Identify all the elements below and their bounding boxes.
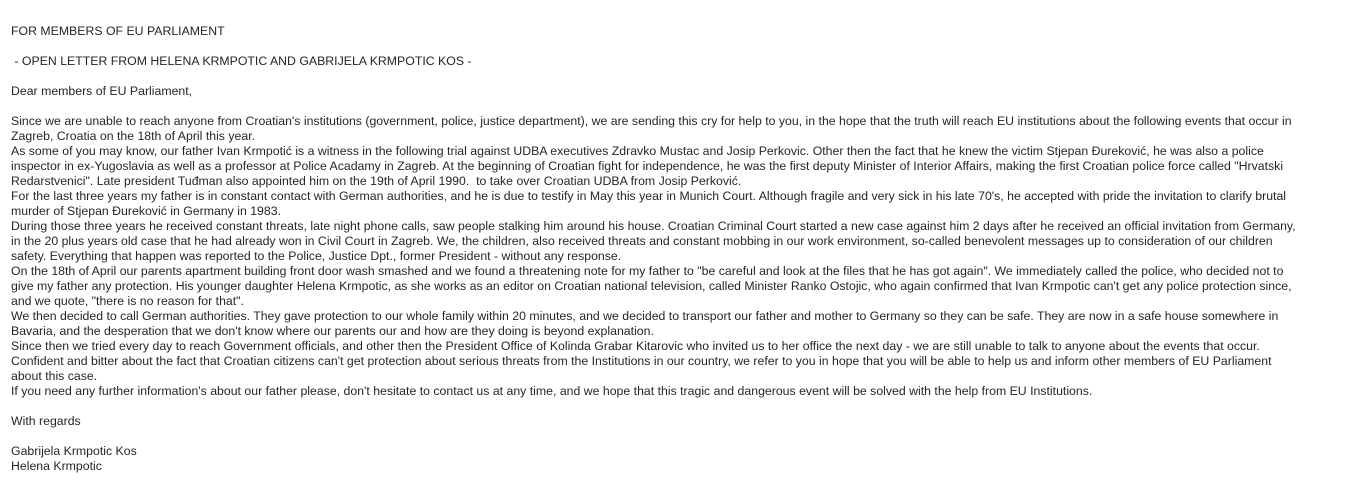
letter-closing: With regards	[11, 414, 81, 428]
body-line: give my father any protection. His younger daughter Helena Krmpotic, as she works as an editor on Croatian national television, called Minister Ranko Ostojic, who again confirmed that Ivan Krmpotic can't get any police protection since,	[11, 279, 1292, 293]
spacer	[11, 99, 1363, 114]
body-line: inspector in ex-Yugoslavia as well as a professor at Police Acadamy in Zagreb. At the beginning of Croatian fight for independence, he was the first deputy Minister of Interior Affairs, making the first Croatian police force called "Hrvatski	[11, 159, 1284, 173]
body-line: As some of you may know, our father Ivan Krmpotić is a witness in the following trial against UDBA executives Zdravko Mustac and Josip Perkovic. Other then the fact that he knew the victim Stjepan Đureković, he was also a police	[11, 144, 1264, 158]
signature-name: Helena Krmpotic	[11, 459, 102, 473]
signature-name: Gabrijela Krmpotic Kos	[11, 444, 137, 458]
body-line: Redarstvenici". Late president Tuđman also appointed him on the 19th of April 1990. to take over Croatian UDBA from Josip Perković.	[11, 174, 742, 188]
body-line: Zagreb, Croatia on the 18th of April this year.	[11, 129, 256, 143]
body-line: We then decided to call German authorities. They gave protection to our whole family within 20 minutes, and we decided to transport our father and mother to Germany so they can be safe. They are now in a safe house somewhere in	[11, 309, 1279, 323]
body-line: If you need any further information's about our father please, don't hesitate to contact us at any time, and we hope that this tragic and dangerous event will be solved with the help from EU Institutions.	[11, 384, 1093, 398]
letter-body	[11, 114, 1363, 399]
body-line: murder of Stjepan Đureković in Germany in 1983.	[11, 204, 281, 218]
open-letter	[11, 24, 1363, 474]
letter-subheading: - OPEN LETTER FROM HELENA KRMPOTIC AND GABRIJELA KRMPOTIC KOS -	[11, 54, 472, 68]
body-line: During those three years he received constant threats, late night phone calls, saw people stalking him around his house. Croatian Criminal Court started a new case against him 2 days after he received an official invitation from Germany,	[11, 219, 1296, 233]
body-line: in the 20 plus years old case that he had already won in Civil Court in Zagreb. We, the children, also received threats and constant mobbing in our work environment, so-called benevolent messages up to consideration of our children	[11, 234, 1273, 248]
body-line: about this case.	[11, 369, 98, 383]
body-line: Bavaria, and the desperation that we don't know where our parents our and how are they doing is beyond explanation.	[11, 324, 654, 338]
body-line: safety. Everything that happen was reported to the Police, Justice Dpt., former President - without any response.	[11, 249, 622, 263]
body-line: Since then we tried every day to reach Government officials, and other then the President Office of Kolinda Grabar Kitarovic who invited us to her office the next day - we are still unable to talk to anyone about the events that occur.	[11, 339, 1260, 353]
spacer	[11, 399, 1363, 414]
body-line: For the last three years my father is in constant contact with German authorities, and he is due to testify in May this year in Munich Court. Although fragile and very sick in his late 70's, he accepted with pride the invitation to clarify brutal	[11, 189, 1287, 203]
spacer	[11, 39, 1363, 54]
spacer	[11, 69, 1363, 84]
letter-heading: FOR MEMBERS OF EU PARLIAMENT	[11, 24, 225, 38]
body-line: and we quote, "there is no reason for that".	[11, 294, 244, 308]
body-line: Confident and bitter about the fact that Croatian citizens can't get protection about serious threats from the Institutions in our country, we refer to you in hope that you will be able to help us and inform other members of EU Parliament	[11, 354, 1272, 368]
body-line: Since we are unable to reach anyone from Croatian's institutions (government, police, justice department), we are sending this cry for help to you, in the hope that the truth will reach EU institutions about the following events that occur in	[11, 114, 1292, 128]
spacer	[11, 429, 1363, 444]
body-line: On the 18th of April our parents apartment building front door wash smashed and we found a threatening note for my father to "be careful and look at the files that he has got again". We immediately called the police, who decided not to	[11, 264, 1284, 278]
letter-salutation: Dear members of EU Parliament,	[11, 84, 193, 98]
